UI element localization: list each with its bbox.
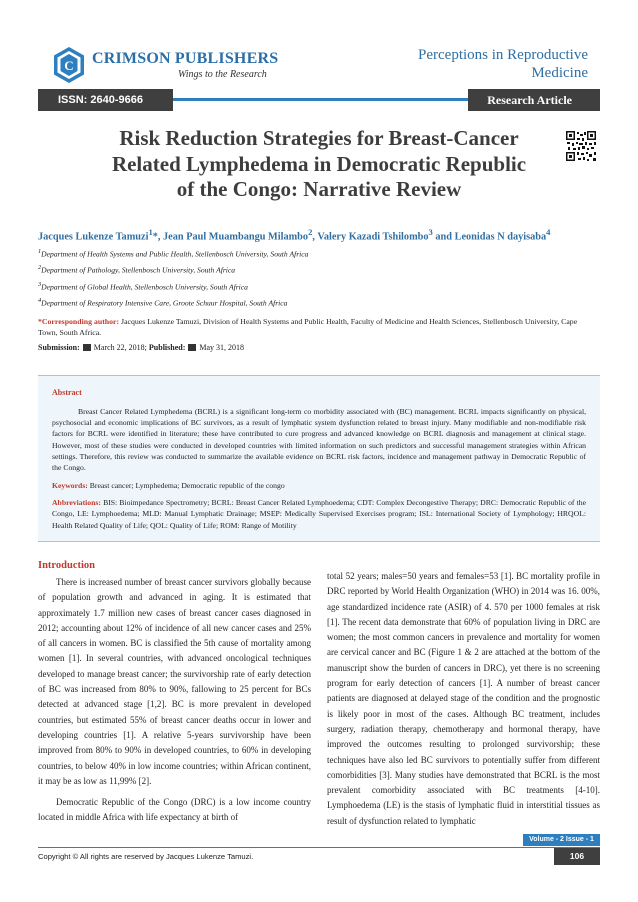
abstract-box	[38, 375, 600, 542]
author-name[interactable]: Leonidas N dayisaba	[454, 231, 547, 243]
body-paragraph: Democratic Republic of the Congo (DRC) is a low income country located in middle Africa with life expectancy at birth of	[38, 797, 311, 823]
abstract-heading: Abstract	[52, 388, 82, 397]
logo-letter: C	[64, 58, 74, 73]
author-name[interactable]: Jacques Lukenze Tamuzi	[38, 231, 149, 243]
page-number: 106	[554, 848, 600, 865]
keywords-text: Breast cancer; Lymphedema; Democratic republic of the congo	[87, 481, 285, 491]
submission-label: Submission:	[38, 343, 80, 352]
keywords-label: Keywords:	[52, 481, 88, 491]
crimson-logo-icon	[52, 46, 86, 84]
body-column-left	[38, 575, 311, 826]
abstract-text: Breast Cancer Related Lymphedema (BCRL) is a significant long-term co morbidity associated with (BC) management. BCRL impacts significantly on physical, psychosocial and economic implications of BC survivors, as a result of lymphatic system dysfunction related to breast injury. Many modifiable and non-modifiable risk factors for BCRL were identified in literature; these have contributed to cure progress and advanced knowledge on BCRL diagnosis and management at clinical stage. However, most of these studies were conducted in developed countries with limited information on such predictors and successful management strategies within African settings. Therefore, this review was conducted to summarize the available evidence on BCRL risk factors, incidence and management pathway in Democratic Republic of the Congo.	[52, 407, 586, 473]
abbreviations-label: Abbreviations:	[52, 498, 101, 508]
calendar-icon	[188, 344, 196, 351]
publisher-tagline: Wings to the Research	[178, 69, 267, 80]
abbreviations-text: BIS: Bioimpedance Spectrometry; BCRL: Breast Cancer Related Lymphoedema; CDT: Complex Decongestive Therapy; DRC: Democratic Republic of the Congo, LE: Lymphoedema; MLD: Manual Lymphatic Drainage; MSEP: Medically Supervised Exercises program; ISL: International Society of Lymphology; HRQOL: Health Related Quality of Life; QOL: Quality of Life; ROM: Range of Motility	[52, 498, 586, 530]
corresponding-author	[38, 317, 578, 338]
abbreviations	[52, 497, 586, 531]
journal-header	[38, 38, 600, 88]
copyright-notice: Copyright © All rights are reserved by Jacques Lukenze Tamuzi.	[38, 852, 254, 861]
calendar-icon	[83, 344, 91, 351]
submission-date: March 22, 2018;	[93, 343, 147, 352]
corresponding-text: Jacques Lukenze Tamuzi, Division of Health Systems and Public Health, Faculty of Medicine and Health Sciences, Stellenbosch University, Cape Town, South Africa.	[38, 317, 578, 337]
author-separator: and	[432, 231, 455, 243]
journal-name[interactable]	[418, 46, 588, 82]
issn-bar	[38, 89, 600, 111]
author-name[interactable]: Valery Kazadi Tshilombo	[317, 231, 429, 243]
introduction-heading: Introduction	[38, 560, 95, 571]
title-line: Related Lymphedema in Democratic Republic	[111, 151, 527, 176]
author-sup: 4	[546, 227, 551, 237]
affiliation: $^2$Department of Pathology, Stellenbosch University, South Africa	[38, 264, 236, 275]
author-sup: 3	[428, 227, 433, 237]
publisher-name: CRIMSON PUBLISHERS	[92, 50, 279, 67]
affiliation: $^3$Department of Global Health, Stellenbosch University, South Africa	[38, 281, 248, 292]
title-line: Risk Reduction Strategies for Breast-Cancer	[119, 126, 519, 150]
author-separator: ,	[312, 231, 318, 243]
page-footer	[38, 847, 600, 865]
journal-name-line1: Perceptions in Reproductive	[418, 47, 588, 63]
publisher-logo[interactable]	[52, 46, 282, 86]
body-paragraph: There is increased number of breast cancer survivors globally because of population growth and advanced in aging. It is estimated that approximately 1.7 million new cases of breast cancer cases diagnosed in 2012; accounting about 12% of incidence of all new cancer cases and 25% of all cancers in women. BC is classified the 5th cause of mortality among women [1]. In several countries, with advanced oncological techniques developed to manage breast cancer; the survivorship rate of early detection of BC was increased from 80% to 90%, fallowing to 25 percent for BCs detected at advanced stage [1,2]. BC is more prevalent in developed countries, but estimated 55% of breast cancer deaths occur in lower and developing countries [1]. A relative 5-years survivorship have been improved from 80% to 90% in developed countries, to 60% in developing countries, to below 40% in low income countries; within African continent, it may be as low as 11,99% [2].	[38, 577, 311, 786]
affiliation: $^1$Department of Health Systems and Public Health, Stellenbosch University, South Africa	[38, 248, 309, 259]
affiliation: $^4$Department of Respiratory Intensive Care, Groote Schuur Hospital, South Africa	[38, 297, 288, 308]
corresponding-label: *Corresponding author:	[38, 317, 120, 326]
body-column-right	[327, 569, 600, 829]
author-name[interactable]: Jean Paul Muambangu Milambo	[163, 231, 309, 243]
author-sup: 1	[148, 227, 153, 237]
published-date: May 31, 2018	[199, 343, 245, 352]
keywords	[52, 480, 586, 491]
author-separator: *,	[152, 231, 164, 243]
author-sup: 2	[308, 227, 313, 237]
article-dates	[38, 343, 244, 352]
issn-badge: ISSN: 2640-9666	[38, 89, 173, 111]
article-type-badge: Research Article	[468, 89, 600, 111]
author-list	[38, 227, 600, 242]
published-label: Published:	[148, 343, 186, 352]
body-paragraph: total 52 years; males=50 years and females=53 [1]. BC mortality profile in DRC reported by World Health Organization (WHO) in 2014 was 16. 00%, age standardized incidence rate (ASIR) of 4. 570 per 1000 females at risk [1]. The recent data demonstrate that 60% of population living in DRC are women; the most common cancers in prevalence and mortality for women are cervical cancer and BC (Figure 1 & 2 are attached at the bottom of the manuscript show the burden of cancers in DRC), yet there is no screening program for early detection of cancers [1]. A number of breast cancer patients are diagnosed at delayed stage of the condition and the prognostic is likely poor in most of the cases. Although BC treatment, includes surgery, radiation therapy, chemotherapy and hormonal therapy, have improved the outcomes resulting to prolonged survivorship; these techniques have also led BC survivors to potentially suffer from different comorbidities [3]. Many studies have demonstrated that BCRL is the most prevalent comorbidity associated with BC treatments [4-10]. Lymphoedema (LE) is the stasis of lymphatic fluid in interstitial tissues as result of dysfunction related to lymphatic	[327, 571, 600, 826]
article-title	[60, 126, 578, 203]
journal-name-line2: Medicine	[531, 65, 588, 81]
qr-code-icon[interactable]	[565, 130, 597, 162]
volume-issue-badge: Volume - 2 Issue - 1	[523, 834, 600, 846]
title-line: of the Congo: Narrative Review	[176, 177, 462, 201]
header-rule	[173, 98, 473, 101]
